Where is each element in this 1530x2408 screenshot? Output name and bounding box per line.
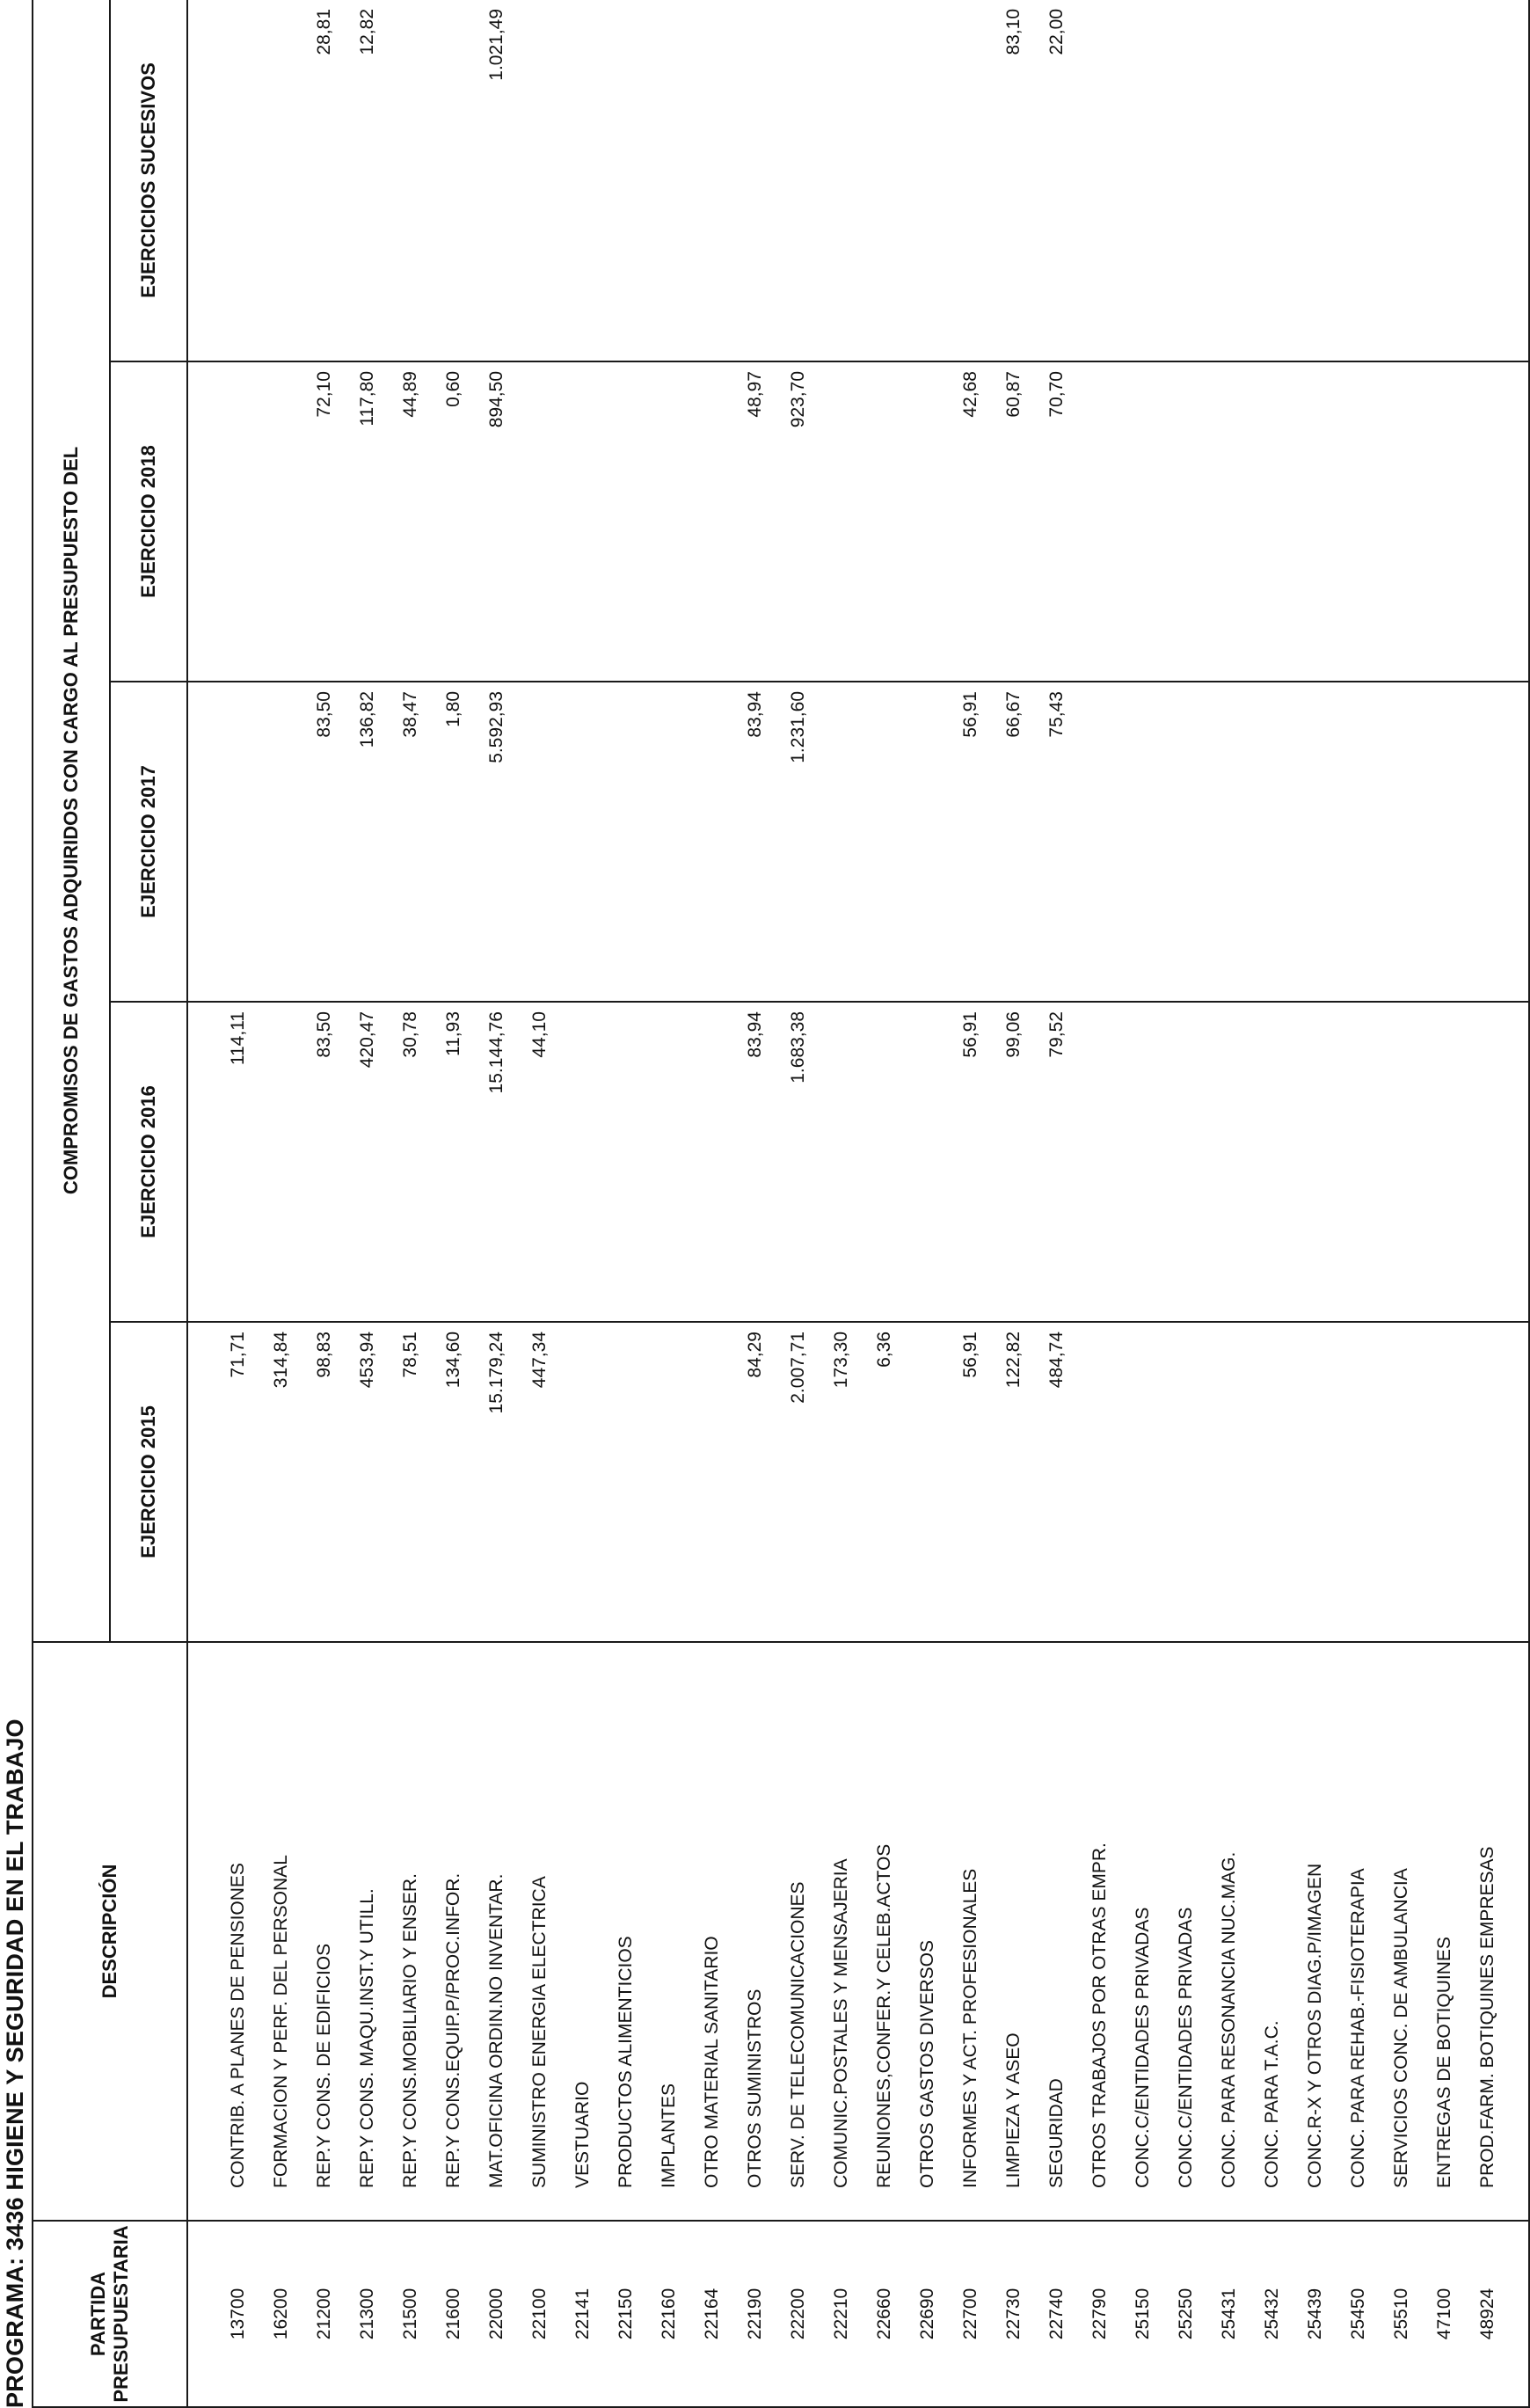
value-2016-cell [1250, 1003, 1293, 1321]
value-2018-cell [216, 362, 259, 681]
descripcion-cell: SERV. DE TELECOMUNICACIONES [788, 1881, 808, 2188]
value-2017-cell [1164, 682, 1207, 1001]
value-2018-cell [690, 362, 733, 681]
partida-cell: 22100 [529, 2288, 550, 2340]
partida-cell: 13700 [228, 2288, 248, 2340]
value-2018-cell: 48,97 [745, 371, 765, 418]
partida-cell: 48924 [1477, 2288, 1497, 2340]
value-2015-cell [1121, 1323, 1164, 1641]
partida-cell: 22160 [659, 2288, 679, 2340]
value-2018-cell [604, 362, 647, 681]
value-2016-cell [1337, 1003, 1380, 1321]
descripcion-cell: CONC.C/ENTIDADES PRIVADAS [1176, 1907, 1196, 2188]
value-2015-cell: 314,84 [271, 1332, 291, 1389]
value-2016-cell [1207, 1003, 1250, 1321]
partida-cell: 21200 [314, 2288, 334, 2340]
value-sucesivos-cell [949, 0, 992, 361]
partida-cell: 22210 [831, 2288, 851, 2340]
column-descripcion [187, 1642, 1529, 2221]
value-2016-cell: 56,91 [960, 1011, 980, 1058]
value-2018-cell: 44,89 [400, 371, 420, 418]
partida-cell: 25150 [1133, 2288, 1153, 2340]
value-2015-cell: 78,51 [400, 1332, 420, 1378]
value-2017-cell [518, 682, 561, 1001]
header-partida: PARTIDA PRESUPUESTARIA [33, 2221, 187, 2407]
value-sucesivos-cell [647, 0, 690, 361]
descripcion-cell: LIMPIEZA Y ASEO [1003, 2032, 1024, 2188]
descripcion-cell: OTROS TRABAJOS POR OTRAS EMPR. [1089, 1842, 1110, 2188]
value-2015-cell: 447,34 [529, 1332, 550, 1389]
value-2016-cell [561, 1003, 604, 1321]
partida-cell: 22164 [702, 2288, 722, 2340]
header-compromisos: COMPROMISOS DE GASTOS ADQUIRIDOS CON CARGO AL PRESUPUESTO DEL [33, 0, 110, 1642]
value-2017-cell: 1.231,60 [788, 691, 808, 763]
descripcion-cell: VESTUARIO [572, 2081, 593, 2188]
value-2016-cell [1121, 1003, 1164, 1321]
descripcion-cell: OTROS GASTOS DIVERSOS [917, 1939, 937, 2188]
value-2017-cell [561, 682, 604, 1001]
value-2016-cell [1380, 1003, 1423, 1321]
value-2017-cell: 83,50 [314, 691, 334, 738]
value-2016-cell [863, 1003, 906, 1321]
partida-cell: 47100 [1434, 2288, 1454, 2340]
value-2017-cell [1121, 682, 1164, 1001]
value-2015-cell: 484,74 [1046, 1332, 1067, 1389]
value-sucesivos-cell [776, 0, 820, 361]
header-sucesivos: EJERCICIOS SUCESIVOS [110, 0, 187, 361]
value-2016-cell [1164, 1003, 1207, 1321]
value-2016-cell [604, 1003, 647, 1321]
value-sucesivos-cell [518, 0, 561, 361]
value-2015-cell [647, 1323, 690, 1641]
value-2015-cell: 173,30 [831, 1332, 851, 1389]
value-sucesivos-cell [389, 0, 432, 361]
value-sucesivos-cell: 28,81 [314, 8, 334, 55]
value-sucesivos-cell [1423, 0, 1466, 361]
value-2016-cell: 15.144,76 [486, 1011, 506, 1094]
value-2018-cell [1380, 362, 1423, 681]
value-2018-cell: 72,10 [314, 371, 334, 418]
value-sucesivos-cell [432, 0, 475, 361]
descripcion-cell: INFORMES Y ACT. PROFESIONALES [960, 1868, 980, 2188]
partida-cell: 22200 [788, 2288, 808, 2340]
value-2018-cell: 0,60 [443, 371, 463, 407]
header-year-2017: EJERCICIO 2017 [110, 682, 187, 1002]
budget-table [32, 0, 1530, 2408]
value-sucesivos-cell [820, 0, 863, 361]
partida-cell: 21600 [443, 2288, 463, 2340]
column-2017 [187, 682, 1529, 1002]
descripcion-cell: ENTREGAS DE BOTIQUINES [1434, 1937, 1454, 2188]
value-2016-cell [1078, 1003, 1121, 1321]
value-2018-cell [1423, 362, 1466, 681]
value-2018-cell [1078, 362, 1121, 681]
value-2017-cell [604, 682, 647, 1001]
descripcion-cell: IMPLANTES [659, 2083, 679, 2188]
value-2015-cell [1380, 1323, 1423, 1641]
value-sucesivos-cell [690, 0, 733, 361]
value-2018-cell: 894,50 [486, 371, 506, 428]
column-partida [187, 2221, 1529, 2407]
value-2018-cell [1337, 362, 1380, 681]
partida-cell: 22150 [616, 2288, 636, 2340]
value-2018-cell [1466, 362, 1509, 681]
descripcion-cell: COMUNIC.POSTALES Y MENSAJERIA [831, 1858, 851, 2188]
partida-cell: 22190 [745, 2288, 765, 2340]
value-2015-cell [1337, 1323, 1380, 1641]
value-2018-cell [906, 362, 949, 681]
value-2016-cell: 114,11 [228, 1011, 248, 1066]
value-2015-cell [690, 1323, 733, 1641]
value-sucesivos-cell [216, 0, 259, 361]
value-2018-cell [1293, 362, 1337, 681]
value-2016-cell: 30,78 [400, 1011, 420, 1058]
value-2016-cell [1466, 1003, 1509, 1321]
value-2018-cell [561, 362, 604, 681]
value-2017-cell: 1,80 [443, 691, 463, 727]
value-sucesivos-cell [1380, 0, 1423, 361]
value-2015-cell: 56,91 [960, 1332, 980, 1378]
header-year-2015: EJERCICIO 2015 [110, 1322, 187, 1642]
value-2015-cell: 71,71 [228, 1332, 248, 1378]
value-2017-cell [1466, 682, 1509, 1001]
value-2015-cell [1423, 1323, 1466, 1641]
descripcion-cell: SEGURIDAD [1046, 2078, 1067, 2188]
descripcion-cell: MAT.OFICINA ORDIN.NO INVENTAR. [486, 1873, 506, 2188]
value-2018-cell [647, 362, 690, 681]
value-2017-cell [906, 682, 949, 1001]
page-title: PROGRAMA: 3436 HIGIENE Y SEGURIDAD EN EL TRABAJO [2, 1718, 28, 2408]
value-2017-cell [820, 682, 863, 1001]
value-2016-cell: 1.683,38 [788, 1011, 808, 1084]
value-sucesivos-cell: 1.021,49 [486, 8, 506, 81]
descripcion-cell: SERVICIOS CONC. DE AMBULANCIA [1391, 1868, 1411, 2188]
descripcion-cell: REP.Y CONS.EQUIP.P/PROC.INFOR. [443, 1872, 463, 2188]
descripcion-cell: REP.Y CONS.MOBILIARIO Y ENSER. [400, 1873, 420, 2188]
value-sucesivos-cell: 83,10 [1003, 8, 1024, 55]
value-sucesivos-cell [1207, 0, 1250, 361]
header-year-2016: EJERCICIO 2016 [110, 1002, 187, 1322]
value-2018-cell [820, 362, 863, 681]
partida-cell: 25432 [1262, 2288, 1282, 2340]
value-2017-cell [1423, 682, 1466, 1001]
descripcion-cell: PROD.FARM. BOTIQUINES EMPRESAS [1477, 1846, 1497, 2188]
partida-cell: 22790 [1089, 2288, 1110, 2340]
value-sucesivos-cell [906, 0, 949, 361]
value-2017-cell [1380, 682, 1423, 1001]
value-2018-cell [1164, 362, 1207, 681]
value-sucesivos-cell: 12,82 [357, 8, 377, 55]
partida-cell: 22660 [874, 2288, 894, 2340]
descripcion-cell: REP.Y CONS. DE EDIFICIOS [314, 1943, 334, 2188]
value-2016-cell: 83,50 [314, 1011, 334, 1058]
descripcion-cell: OTRO MATERIAL SANITARIO [702, 1936, 722, 2188]
value-2015-cell: 15.179,24 [486, 1332, 506, 1414]
value-2015-cell: 134,60 [443, 1332, 463, 1389]
value-2016-cell [1293, 1003, 1337, 1321]
partida-cell: 22000 [486, 2288, 506, 2340]
value-2018-cell: 70,70 [1046, 371, 1067, 418]
value-2018-cell [1207, 362, 1250, 681]
column-2016 [187, 1002, 1529, 1322]
value-2018-cell: 117,80 [357, 371, 377, 427]
value-2016-cell [259, 1003, 302, 1321]
value-2018-cell [1250, 362, 1293, 681]
partida-cell: 22700 [960, 2288, 980, 2340]
partida-cell: 22730 [1003, 2288, 1024, 2340]
value-2017-cell [647, 682, 690, 1001]
descripcion-cell: REUNIONES,CONFER.Y CELEB.ACTOS [874, 1843, 894, 2188]
value-2015-cell [1250, 1323, 1293, 1641]
descripcion-cell: OTROS SUMINISTROS [745, 1988, 765, 2188]
value-2015-cell [604, 1323, 647, 1641]
column-2018 [187, 361, 1529, 682]
value-2016-cell: 83,94 [745, 1011, 765, 1058]
partida-cell: 25450 [1348, 2288, 1368, 2340]
column-sucesivos [187, 0, 1529, 361]
partida-cell: 22690 [917, 2288, 937, 2340]
value-2016-cell [647, 1003, 690, 1321]
value-2015-cell: 453,94 [357, 1332, 377, 1389]
value-2017-cell [1337, 682, 1380, 1001]
value-2015-cell [906, 1323, 949, 1641]
value-2017-cell: 75,43 [1046, 691, 1067, 738]
value-2016-cell: 44,10 [529, 1011, 550, 1058]
value-sucesivos-cell [1293, 0, 1337, 361]
value-2018-cell [1121, 362, 1164, 681]
partida-cell: 25510 [1391, 2288, 1411, 2340]
value-2016-cell: 79,52 [1046, 1011, 1067, 1058]
value-2017-cell [1207, 682, 1250, 1001]
value-2017-cell [1078, 682, 1121, 1001]
value-2016-cell [690, 1003, 733, 1321]
value-2018-cell: 60,87 [1003, 371, 1024, 418]
descripcion-cell: SUMINISTRO ENERGIA ELECTRICA [529, 1876, 550, 2188]
value-sucesivos-cell [1078, 0, 1121, 361]
value-sucesivos-cell: 22,00 [1046, 8, 1067, 55]
column-2015 [187, 1322, 1529, 1642]
descripcion-cell: CONC. PARA REHAB.-FISIOTERAPIA [1348, 1868, 1368, 2188]
partida-cell: 22141 [572, 2288, 593, 2340]
value-2017-cell: 136,82 [357, 691, 377, 748]
value-sucesivos-cell [1337, 0, 1380, 361]
value-sucesivos-cell [604, 0, 647, 361]
descripcion-cell: PRODUCTOS ALIMENTICIOS [616, 1936, 636, 2188]
value-sucesivos-cell [561, 0, 604, 361]
value-2015-cell: 6,36 [874, 1332, 894, 1368]
partida-cell: 22740 [1046, 2288, 1067, 2340]
value-2016-cell [906, 1003, 949, 1321]
value-2017-cell [863, 682, 906, 1001]
value-2017-cell [1293, 682, 1337, 1001]
value-2018-cell [259, 362, 302, 681]
value-sucesivos-cell [1164, 0, 1207, 361]
value-2017-cell: 5.592,93 [486, 691, 506, 763]
partida-cell: 16200 [271, 2288, 291, 2340]
partida-cell: 25439 [1305, 2288, 1325, 2340]
value-2015-cell: 2.007,71 [788, 1332, 808, 1404]
value-2018-cell: 42,68 [960, 371, 980, 418]
value-2016-cell [1423, 1003, 1466, 1321]
descripcion-cell: CONTRIB. A PLANES DE PENSIONES [228, 1863, 248, 2188]
partida-cell: 21300 [357, 2288, 377, 2340]
value-2015-cell [561, 1323, 604, 1641]
descripcion-cell: CONC. PARA T.A.C. [1262, 2020, 1282, 2188]
partida-cell: 25250 [1176, 2288, 1196, 2340]
value-2015-cell [1207, 1323, 1250, 1641]
value-2017-cell [1250, 682, 1293, 1001]
value-2018-cell [863, 362, 906, 681]
descripcion-cell: CONC.R-X Y OTROS DIAG.P/IMAGEN [1305, 1863, 1325, 2188]
value-2018-cell: 923,70 [788, 371, 808, 428]
value-2015-cell [1078, 1323, 1121, 1641]
value-2017-cell: 66,67 [1003, 691, 1024, 738]
value-2016-cell: 420,47 [357, 1011, 377, 1069]
value-sucesivos-cell [1466, 0, 1509, 361]
descripcion-cell: REP.Y CONS. MAQU.INST.Y UTILL. [357, 1888, 377, 2188]
value-2017-cell [690, 682, 733, 1001]
value-2015-cell [1164, 1323, 1207, 1641]
partida-cell: 25431 [1219, 2288, 1239, 2340]
header-descripcion: DESCRIPCIÓN [33, 1642, 187, 2221]
value-sucesivos-cell [863, 0, 906, 361]
value-sucesivos-cell [259, 0, 302, 361]
value-2018-cell [518, 362, 561, 681]
value-2015-cell: 122,82 [1003, 1332, 1024, 1389]
value-sucesivos-cell [733, 0, 776, 361]
value-sucesivos-cell [1121, 0, 1164, 361]
value-2016-cell: 99,06 [1003, 1011, 1024, 1058]
value-2017-cell: 83,94 [745, 691, 765, 738]
value-2017-cell: 38,47 [400, 691, 420, 738]
value-2015-cell [1293, 1323, 1337, 1641]
value-2016-cell: 11,93 [443, 1011, 463, 1056]
value-2015-cell [1466, 1323, 1509, 1641]
value-2015-cell: 84,29 [745, 1332, 765, 1378]
value-sucesivos-cell [1250, 0, 1293, 361]
value-2017-cell [259, 682, 302, 1001]
value-2015-cell: 98,83 [314, 1332, 334, 1378]
descripcion-cell: CONC. PARA RESONANCIA NUC.MAG. [1219, 1851, 1239, 2188]
value-2016-cell [820, 1003, 863, 1321]
header-year-2018: EJERCICIO 2018 [110, 361, 187, 682]
partida-cell: 21500 [400, 2288, 420, 2340]
descripcion-cell: CONC.C/ENTIDADES PRIVADAS [1133, 1907, 1153, 2188]
value-2017-cell: 56,91 [960, 691, 980, 738]
descripcion-cell: FORMACION Y PERF. DEL PERSONAL [271, 1855, 291, 2188]
value-2017-cell [216, 682, 259, 1001]
